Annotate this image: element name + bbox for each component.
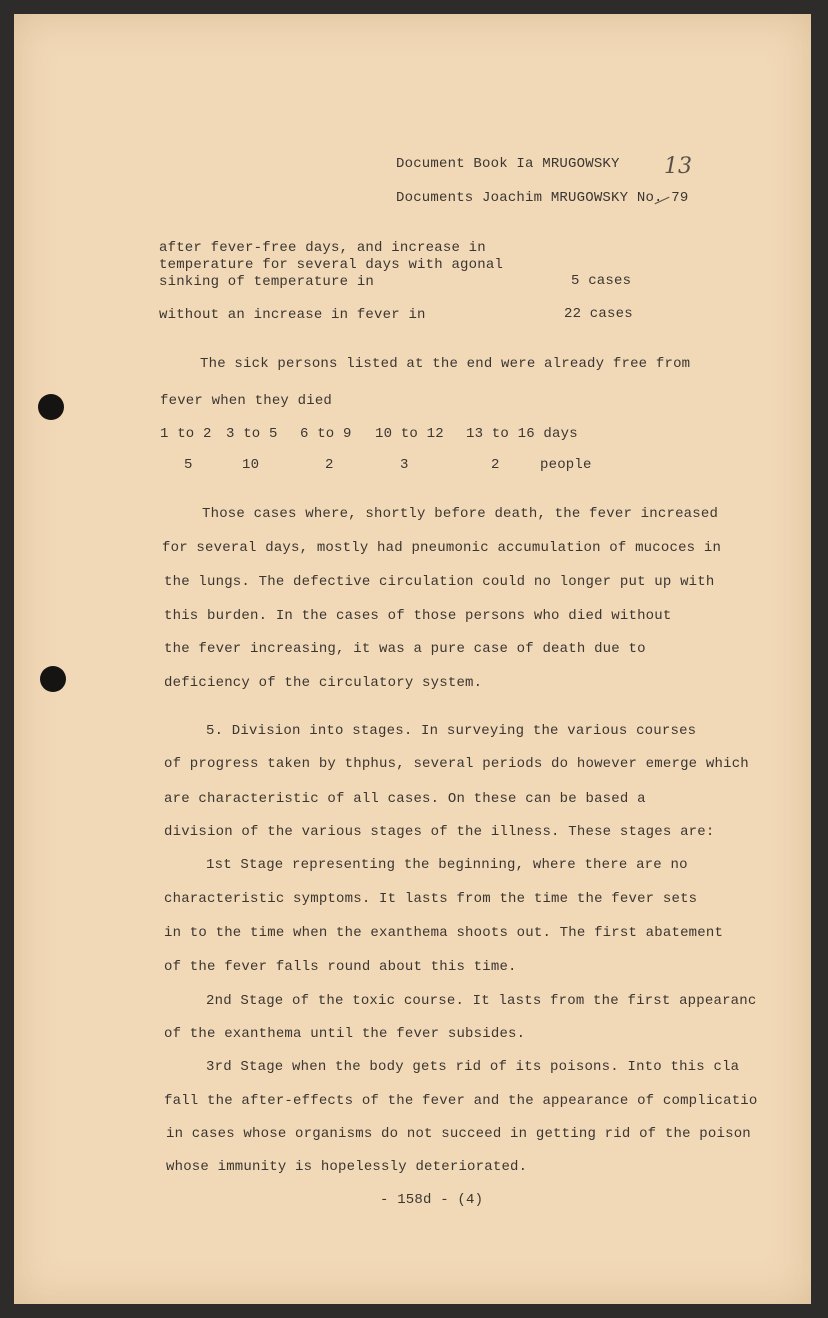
paragraph-line: of the exanthema until the fever subsides.: [164, 1026, 526, 1042]
range-cell: 10 to 12: [375, 426, 444, 442]
case-count: 5 cases: [571, 273, 632, 289]
document-number-header: Documents Joachim MRUGOWSKY No. 79: [396, 190, 689, 206]
count-cell: 2: [491, 457, 500, 473]
paragraph-line: characteristic symptoms. It lasts from the time the fever sets: [164, 891, 698, 907]
case-text-line: without an increase in fever in: [159, 307, 426, 323]
case-count: 22 cases: [564, 306, 633, 322]
case-text-line: temperature for several days with agonal: [159, 257, 504, 273]
paragraph-line: 1st Stage representing the beginning, where there are no: [206, 857, 688, 873]
paragraph-line: The sick persons listed at the end were already free from: [200, 356, 691, 372]
count-cell: people: [540, 457, 592, 473]
paragraph-line: in cases whose organisms do not succeed in getting rid of the poison: [166, 1126, 751, 1142]
paragraph-line: of the fever falls round about this time.: [164, 959, 517, 975]
count-cell: 5: [184, 457, 193, 473]
case-text-line: sinking of temperature in: [159, 274, 375, 290]
paragraph-line: in to the time when the exanthema shoots out. The first abatement: [164, 925, 724, 941]
paragraph-line: are characteristic of all cases. On these can be based a: [164, 791, 646, 807]
document-book-header: Document Book Ia MRUGOWSKY: [396, 156, 620, 172]
paragraph-line: 5. Division into stages. In surveying the various courses: [206, 723, 697, 739]
paragraph-line: for several days, mostly had pneumonic accumulation of mucoces in: [162, 540, 722, 556]
document-page: [14, 14, 811, 1304]
punch-hole: [40, 666, 66, 692]
paragraph-line: fall the after-effects of the fever and the appearance of complicatio: [164, 1093, 758, 1109]
paragraph-line: the fever increasing, it was a pure case of death due to: [164, 641, 646, 657]
paragraph-line: 3rd Stage when the body gets rid of its poisons. Into this cla: [206, 1059, 740, 1075]
paragraph-line: Those cases where, shortly before death, the fever increased: [202, 506, 719, 522]
paragraph-line: deficiency of the circulatory system.: [164, 675, 483, 691]
handwritten-page-number: 13: [664, 154, 692, 179]
paragraph-line: of progress taken by thphus, several periods do however emerge which: [164, 756, 749, 772]
range-cell: 1 to 2: [160, 426, 212, 442]
punch-hole: [38, 394, 64, 420]
range-cell: 6 to 9: [300, 426, 352, 442]
paragraph-line: this burden. In the cases of those persons who died without: [164, 608, 672, 624]
count-cell: 2: [325, 457, 334, 473]
count-cell: 10: [242, 457, 260, 473]
count-cell: 3: [400, 457, 409, 473]
range-cell: 13 to 16 days: [466, 426, 578, 442]
paragraph-line: whose immunity is hopelessly deteriorated.: [166, 1159, 528, 1175]
paragraph-line: fever when they died: [160, 393, 333, 409]
paragraph-line: division of the various stages of the illness. These stages are:: [164, 824, 715, 840]
paragraph-line: 2nd Stage of the toxic course. It lasts from the first appearanc: [206, 993, 757, 1009]
page-number: - 158d - (4): [380, 1192, 484, 1208]
paragraph-line: the lungs. The defective circulation could no longer put up with: [164, 574, 715, 590]
range-cell: 3 to 5: [226, 426, 278, 442]
case-text-line: after fever-free days, and increase in: [159, 240, 486, 256]
